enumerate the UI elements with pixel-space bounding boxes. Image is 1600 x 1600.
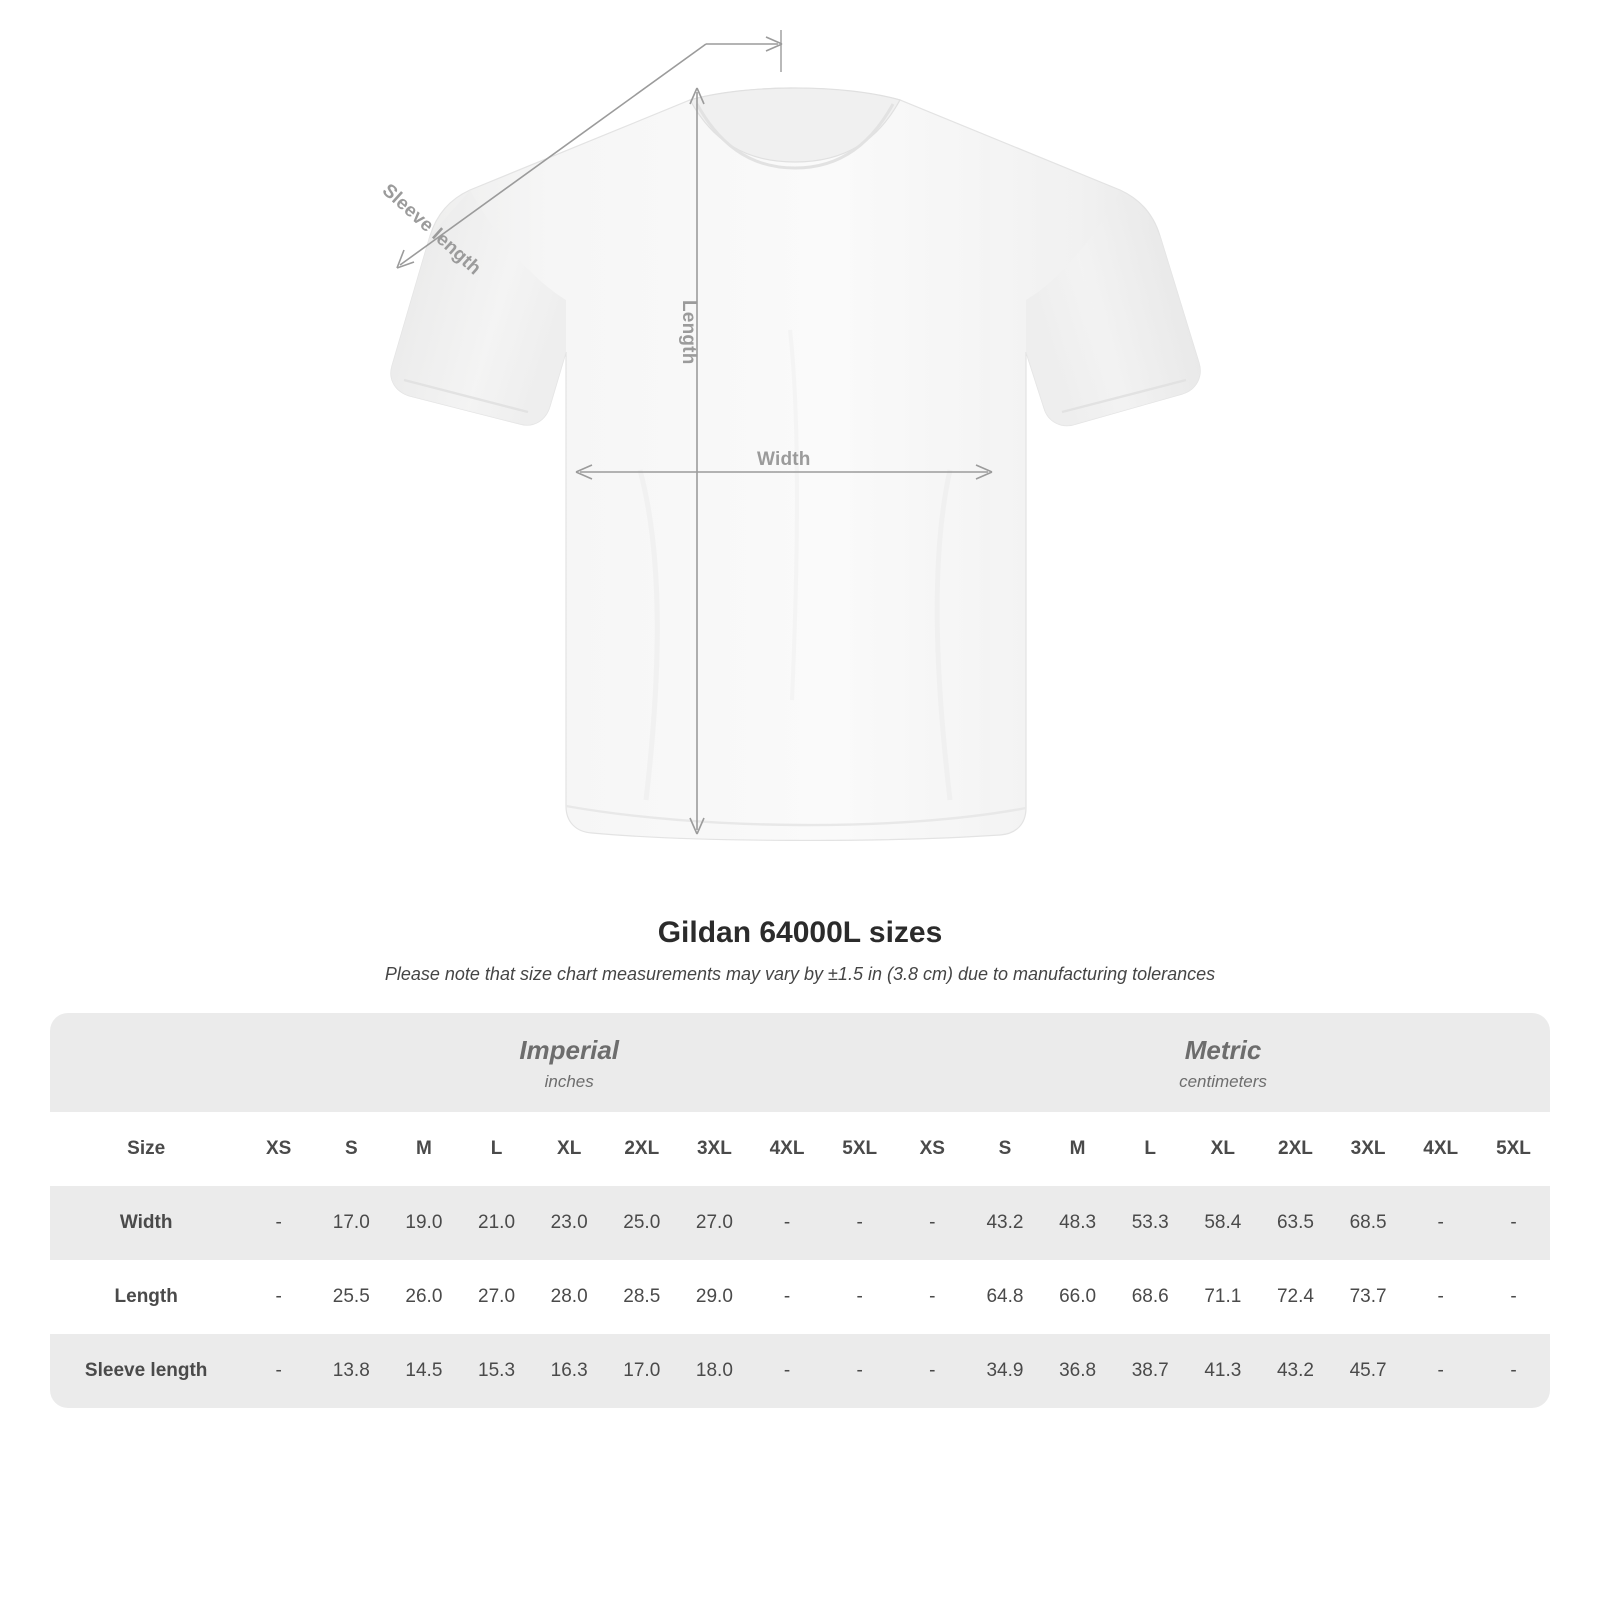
table-cell: 64.8 <box>969 1260 1042 1334</box>
column-header-size-14: 2XL <box>1259 1112 1332 1186</box>
table-cell: - <box>242 1260 315 1334</box>
unit-group-name: Imperial <box>519 1035 620 1065</box>
table-row <box>50 1334 1550 1408</box>
table-cell: 48.3 <box>1041 1186 1114 1260</box>
table-cell: 58.4 <box>1187 1186 1260 1260</box>
table-cell: - <box>823 1334 896 1408</box>
unit-group-row <box>50 1013 1550 1112</box>
unit-group-unit: centimeters <box>1179 1072 1267 1091</box>
table-cell: - <box>751 1186 824 1260</box>
size-table-wrapper <box>50 1013 1550 1408</box>
column-header-size-10: S <box>969 1112 1042 1186</box>
column-header-size-4: XL <box>533 1112 606 1186</box>
table-cell: - <box>823 1260 896 1334</box>
table-cell: - <box>1477 1260 1550 1334</box>
table-cell: - <box>1477 1334 1550 1408</box>
table-cell: - <box>896 1260 969 1334</box>
table-cell: 29.0 <box>678 1260 751 1334</box>
page-title: Gildan 64000L sizes <box>657 916 943 949</box>
column-header-size-16: 4XL <box>1404 1112 1477 1186</box>
table-cell: 45.7 <box>1332 1334 1405 1408</box>
row-label: Width <box>50 1186 242 1260</box>
table-cell: 34.9 <box>969 1334 1042 1408</box>
table-cell: 19.0 <box>388 1186 461 1260</box>
table-cell: - <box>823 1186 896 1260</box>
table-cell: 26.0 <box>388 1260 461 1334</box>
unit-group-name: Metric <box>1184 1035 1262 1065</box>
table-header-row <box>50 1112 1550 1186</box>
column-header-size-13: XL <box>1187 1112 1260 1186</box>
column-header-size-12: L <box>1114 1112 1187 1186</box>
table-cell: - <box>1477 1186 1550 1260</box>
row-label: Length <box>50 1260 242 1334</box>
table-row <box>50 1186 1550 1260</box>
table-cell: 27.0 <box>460 1260 533 1334</box>
unit-group-metric <box>896 1013 1550 1112</box>
column-header-size-0: XS <box>242 1112 315 1186</box>
table-cell: 21.0 <box>460 1186 533 1260</box>
table-cell: 43.2 <box>969 1186 1042 1260</box>
column-header-size-9: XS <box>896 1112 969 1186</box>
table-cell: 28.0 <box>533 1260 606 1334</box>
sleeve-length-label: Sleeve length <box>377 180 485 280</box>
table-cell: 38.7 <box>1114 1334 1187 1408</box>
table-cell: 23.0 <box>533 1186 606 1260</box>
width-label: Width <box>757 449 811 470</box>
table-cell: 66.0 <box>1041 1260 1114 1334</box>
column-header-size-8: 5XL <box>823 1112 896 1186</box>
table-cell: 13.8 <box>315 1334 388 1408</box>
column-header-size-2: M <box>388 1112 461 1186</box>
length-label: Length <box>678 300 699 365</box>
table-cell: 16.3 <box>533 1334 606 1408</box>
table-cell: 68.5 <box>1332 1186 1405 1260</box>
table-cell: - <box>242 1334 315 1408</box>
table-cell: 63.5 <box>1259 1186 1332 1260</box>
column-header-size-5: 2XL <box>605 1112 678 1186</box>
column-header-size: Size <box>50 1112 242 1186</box>
table-cell: 72.4 <box>1259 1260 1332 1334</box>
unit-group-unit: inches <box>544 1072 594 1091</box>
table-cell: 18.0 <box>678 1334 751 1408</box>
table-cell: 53.3 <box>1114 1186 1187 1260</box>
table-cell: - <box>751 1260 824 1334</box>
table-cell: 17.0 <box>605 1334 678 1408</box>
column-header-size-1: S <box>315 1112 388 1186</box>
table-cell: - <box>242 1186 315 1260</box>
table-cell: 25.0 <box>605 1186 678 1260</box>
unit-group-imperial <box>242 1013 896 1112</box>
tolerance-note: Please note that size chart measurements may vary by ±1.5 in (3.8 cm) due to manufacturing tolerances <box>384 964 1216 984</box>
table-cell: - <box>1404 1260 1477 1334</box>
table-cell: 41.3 <box>1187 1334 1260 1408</box>
table-cell: 43.2 <box>1259 1334 1332 1408</box>
table-cell: - <box>1404 1186 1477 1260</box>
table-cell: 28.5 <box>605 1260 678 1334</box>
table-row <box>50 1260 1550 1334</box>
column-header-size-7: 4XL <box>751 1112 824 1186</box>
table-cell: - <box>1404 1334 1477 1408</box>
table-cell: 27.0 <box>678 1186 751 1260</box>
table-cell: 68.6 <box>1114 1260 1187 1334</box>
column-header-size-15: 3XL <box>1332 1112 1405 1186</box>
table-cell: 36.8 <box>1041 1334 1114 1408</box>
size-table <box>50 1013 1550 1408</box>
table-cell: - <box>896 1186 969 1260</box>
table-cell: 17.0 <box>315 1186 388 1260</box>
table-cell: 15.3 <box>460 1334 533 1408</box>
column-header-size-3: L <box>460 1112 533 1186</box>
column-header-size-17: 5XL <box>1477 1112 1550 1186</box>
table-cell: 14.5 <box>388 1334 461 1408</box>
table-cell: 25.5 <box>315 1260 388 1334</box>
column-header-size-6: 3XL <box>678 1112 751 1186</box>
table-cell: 71.1 <box>1187 1260 1260 1334</box>
table-cell: - <box>896 1334 969 1408</box>
table-cell: 73.7 <box>1332 1260 1405 1334</box>
title-block <box>0 916 1600 985</box>
table-cell: - <box>751 1334 824 1408</box>
unit-row-spacer <box>50 1013 242 1112</box>
row-label: Sleeve length <box>50 1334 242 1408</box>
column-header-size-11: M <box>1041 1112 1114 1186</box>
